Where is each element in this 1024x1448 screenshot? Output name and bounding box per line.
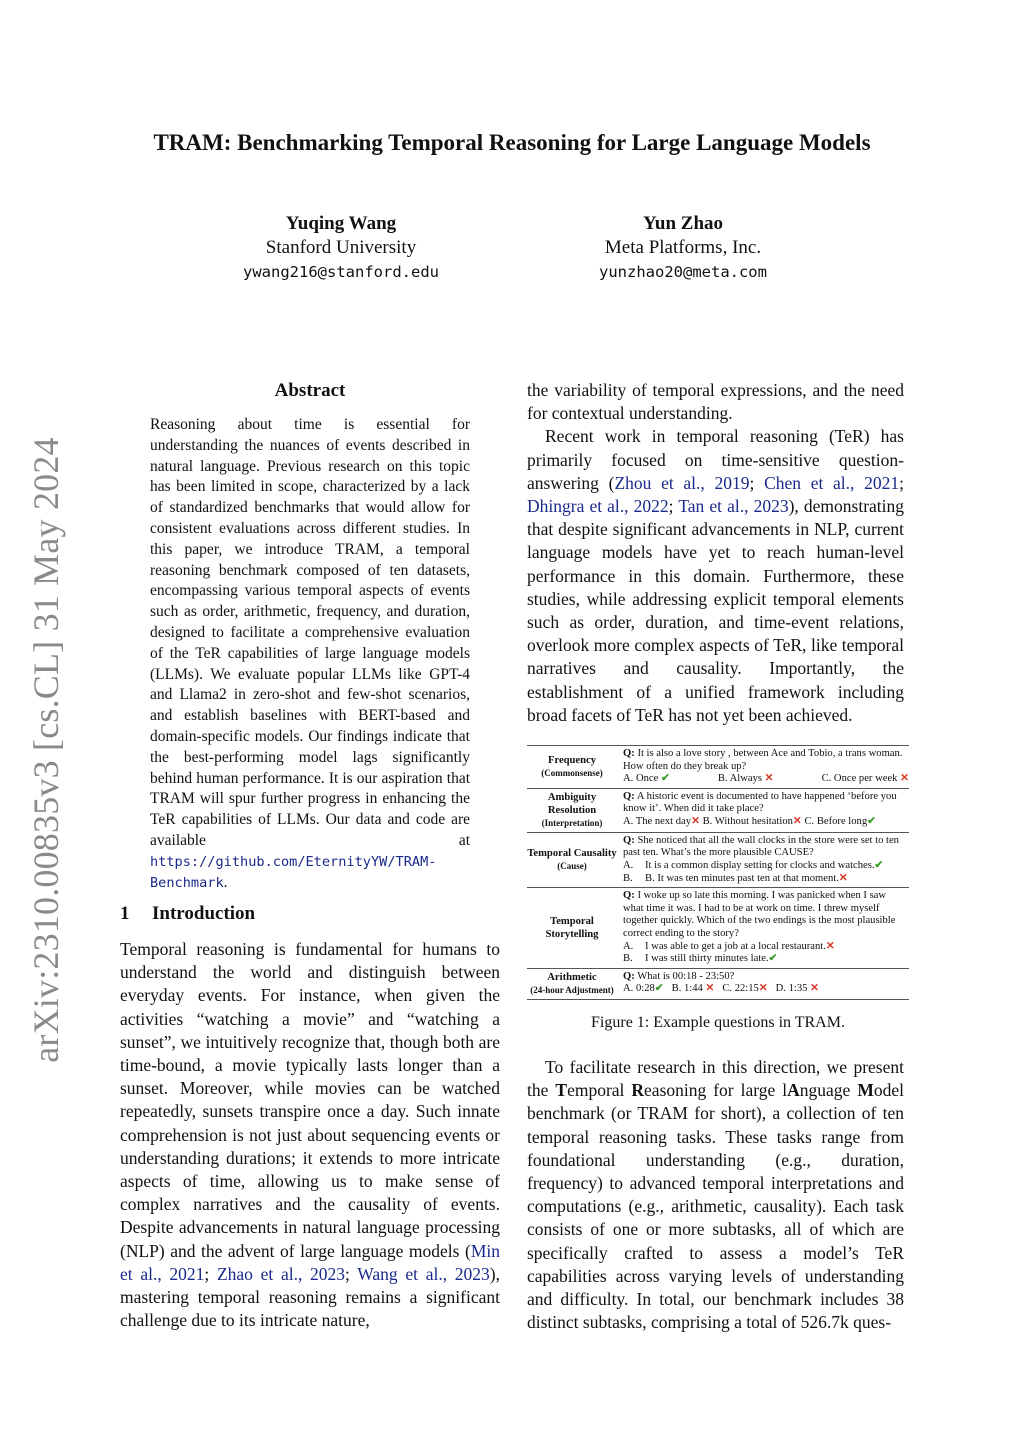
figure-1-example-questions [527, 745, 909, 1000]
option [623, 773, 670, 786]
question-content [617, 971, 909, 997]
right-column-text-top [527, 379, 904, 727]
options-row [623, 773, 909, 786]
task-label [527, 890, 617, 966]
section-heading-introduction [120, 903, 500, 925]
author-block-2 [518, 212, 848, 284]
task-name: Frequency [547, 754, 597, 766]
figure-row-frequency [527, 745, 909, 788]
body-text: emporal [567, 1080, 632, 1101]
figure-row-ambiguity-resolution [527, 788, 909, 832]
abstract-heading: Abstract [274, 380, 346, 401]
question-marker: Q: [623, 834, 635, 846]
body-text: To facilitate research in this direction, we present the [527, 1057, 904, 1101]
task-subtype: (Interpretation) [541, 817, 603, 828]
section-number: 1 [120, 903, 130, 924]
option [623, 953, 909, 966]
introduction-paragraph-1 [120, 938, 500, 1332]
figure-row-temporal-storytelling [527, 887, 909, 968]
body-text: odel [873, 1080, 904, 1101]
question-content [617, 748, 909, 786]
citation-separator: ; [204, 1263, 217, 1284]
task-label [527, 748, 617, 786]
cross-icon: ✕ [705, 983, 715, 995]
option-text: B. 1:44 [671, 983, 703, 995]
option-text: A. The next day [623, 815, 692, 827]
citation-separator: ; [345, 1263, 358, 1284]
task-subtype: (Cause) [557, 860, 587, 871]
question-marker: Q: [623, 890, 635, 902]
cross-icon: ✕ [825, 940, 835, 952]
author-affiliation: Stanford University [265, 237, 417, 258]
author-block-1 [176, 212, 506, 284]
body-text: nguage [799, 1080, 858, 1101]
right-column-text-bottom [527, 1056, 904, 1334]
option-letter: A. [623, 940, 634, 952]
cross-icon: ✕ [691, 815, 700, 827]
option-letter: B. [623, 953, 633, 965]
cross-icon: ✕ [758, 983, 768, 995]
question-content [617, 890, 909, 966]
cross-icon: ✕ [792, 815, 802, 827]
cross-icon: ✕ [764, 773, 774, 785]
option-text: A. 0:28 [623, 983, 655, 995]
option [623, 873, 909, 886]
citation-link[interactable]: Wang et al., 2023 [357, 1263, 490, 1284]
option-text: I was able to get a job at a local restaurant. [645, 940, 826, 952]
citation-separator: ; [899, 472, 904, 493]
check-icon: ✔ [874, 859, 884, 871]
check-icon: ✔ [654, 983, 664, 995]
acronym-letter: A [787, 1080, 800, 1101]
author-email[interactable]: yunzhao20@meta.com [599, 263, 767, 281]
option [623, 860, 909, 873]
author-email[interactable]: ywang216@stanford.edu [243, 263, 439, 281]
arxiv-identifier-stamp [6, 437, 86, 1063]
abstract-body [150, 415, 470, 893]
citation-link[interactable]: Chen et al., 2021 [764, 472, 900, 493]
intro-text: ), mastering temporal reasoning remains a significant challenge due to its intricate nature, [120, 1263, 500, 1331]
task-name: Temporal Storytelling [545, 915, 599, 940]
acronym-letter: R [631, 1080, 645, 1101]
question-content [617, 791, 909, 830]
option [623, 941, 909, 954]
citation-link[interactable]: Dhingra et al., 2022 [527, 496, 669, 517]
option-text: I was still thirty minutes late. [645, 953, 769, 965]
option-text: C. Once per week [821, 773, 898, 785]
option-text: B. Without hesitation [702, 815, 793, 827]
author-name: Yuqing Wang [285, 213, 397, 234]
body-text: ), demonstrating that despite significant advancements in NLP, current language models have yet to reach human-level performance in this domain. Furthermore, these studies, while addressing explicit temporal elements such as order, duration, and time-event relations, overlook more complex aspects of TeR, like temporal narratives and causality. Importantly, the establishment of a unified framework including broad facets of TeR has not yet been achieved. [527, 496, 905, 725]
citation-link[interactable]: Min et al., 2021 [120, 1240, 500, 1284]
task-name: Arithmetic [547, 971, 597, 983]
question-marker: Q: [623, 970, 635, 982]
question-text: What is 00:18 - 23:50? [637, 970, 735, 982]
check-icon: ✔ [660, 773, 670, 785]
option [822, 773, 909, 786]
check-icon: ✔ [768, 953, 778, 965]
question-marker: Q: [623, 748, 635, 759]
acronym-letter: M [857, 1080, 874, 1101]
abstract-end: . [223, 873, 228, 891]
option-letter: A. [623, 859, 634, 871]
cross-icon: ✕ [810, 983, 819, 995]
paper-title: TRAM: Benchmarking Temporal Reasoning for Large Language Models [153, 130, 871, 155]
option [718, 773, 774, 786]
task-name: Ambiguity Resolution [547, 791, 597, 816]
question-marker: Q: [623, 790, 635, 802]
option-text: C. 22:15 [722, 983, 759, 995]
citation-link[interactable]: Zhou et al., 2019 [614, 472, 750, 493]
option-letter: B. [623, 872, 633, 884]
citation-separator: ; [668, 496, 679, 517]
citation-separator: ; [749, 472, 765, 493]
option-text: B. Always [717, 773, 763, 785]
cross-icon: ✕ [838, 872, 848, 884]
option-text: C. Before long [804, 815, 868, 827]
paragraph-recent-work [527, 425, 904, 727]
option-text: D. 1:35 [775, 983, 808, 995]
option-text: B. It was ten minutes past ten at that moment. [645, 872, 839, 884]
task-label [527, 835, 617, 885]
body-text: easoning for large l [644, 1080, 788, 1101]
task-subtype: (Commonsense) [541, 767, 603, 778]
question-text: I woke up so late this morning. I was panicked when I saw what time it was. I had to be at work on time. I threw myself together quickly. Which of the two endings is the most plausible correct ending to the story? [623, 890, 896, 939]
code-repository-link[interactable]: https://github.com/EternityYW/TRAM-Benchmark [150, 853, 437, 891]
option-text: It is a common display setting for clocks and watches. [645, 859, 875, 871]
intro-text: Temporal reasoning is fundamental for humans to understand the world and distinguish between everyday events. For instance, when given the activities “watching a movie” and “watching a sunset”, we intuitively recognize that, though both are time-bound, a movie typically lasts longer than a sunset. Moreover, while movies can be watched repeatedly, sunsets transpire once a day. Such innate comprehension is not just about sequencing events or understanding durations; it extends to more intricate aspects of time, allowing us to make sense of complex narratives and the causality of events. Despite advancements in natural language processing (NLP) and the advent of large language models ( [120, 939, 500, 1261]
author-name: Yun Zhao [642, 213, 724, 234]
task-subtype: (24-hour Adjustment) [530, 984, 614, 995]
cross-icon: ✕ [900, 773, 909, 785]
body-text: Recent work in temporal reasoning (TeR) has primarily focused on time-sensitive question-answering ( [527, 426, 904, 493]
check-icon: ✔ [867, 815, 877, 827]
citation-link[interactable]: Zhao et al., 2023 [216, 1263, 346, 1284]
task-label [527, 971, 617, 997]
option-text: A. Once [623, 773, 659, 785]
body-text: benchmark (or TRAM for short), a collection of ten temporal reasoning tasks. These tasks range from foundational understanding (e.g., duration, frequency) to advanced temporal interpretations and computations (e.g., arithmetic, causality). Each task consists of one or more subtasks, all of which are specifically crafted to assess a model’s TeR capabilities across varying levels of understanding and difficulty. In total, our benchmark includes 38 distinct subtasks, comprising a total of 526.7k ques- [527, 1103, 904, 1333]
citation-link[interactable]: Tan et al., 2023 [678, 496, 789, 517]
author-affiliation: Meta Platforms, Inc. [604, 237, 762, 258]
acronym-letter: T [555, 1080, 568, 1101]
paragraph-continued: the variability of temporal expressions, and the need for contextual understanding. [527, 380, 904, 424]
task-name: Temporal Causality [527, 847, 617, 859]
arxiv-stamp-text: arXiv:2310.00835v3 [cs.CL] 31 May 2024 [26, 437, 66, 1063]
abstract-text: Reasoning about time is essential for understanding the nuances of events described in natural language. Previous research on this topic has been limited in scope, characterized by a lack of standardized benchmarks that would allow for consistent evaluations across different studies. In this paper, we introduce TRAM, a temporal reasoning benchmark composed of ten datasets, encompassing various temporal aspects of events such as order, arithmetic, frequency, and duration, designed to facilitate a comprehensive evaluation of the TeR capabilities of large language models (LLMs). We evaluate popular LLMs like GPT-4 and Llama2 in zero-shot and few-shot scenarios, and establish baselines with BERT-based and domain-specific models. Our findings indicate that the best-performing model lags significantly behind human performance. It is our aspiration that TRAM will spur further progress in enhancing the TeR capabilities of LLMs. Our data and code are available at [150, 416, 470, 849]
options-row [623, 816, 909, 829]
question-text: A historic event is documented to have happened ‘before you know it’. When did it take place? [623, 790, 897, 815]
question-content [617, 835, 909, 885]
figure-row-temporal-causality [527, 832, 909, 887]
question-text: She noticed that all the wall clocks in the store were set to ten past ten. What’s the more plausible CAUSE? [623, 834, 899, 859]
paragraph-tram-intro [527, 1056, 904, 1334]
options-row [623, 983, 909, 996]
figure-caption: Figure 1: Example questions in TRAM. [591, 1014, 845, 1031]
question-text: It is also a love story , between Ace and Tobio, a trans woman. How often do they break up? [623, 748, 903, 772]
figure-row-arithmetic [527, 968, 909, 1000]
section-title: Introduction [152, 903, 256, 924]
task-label [527, 791, 617, 830]
